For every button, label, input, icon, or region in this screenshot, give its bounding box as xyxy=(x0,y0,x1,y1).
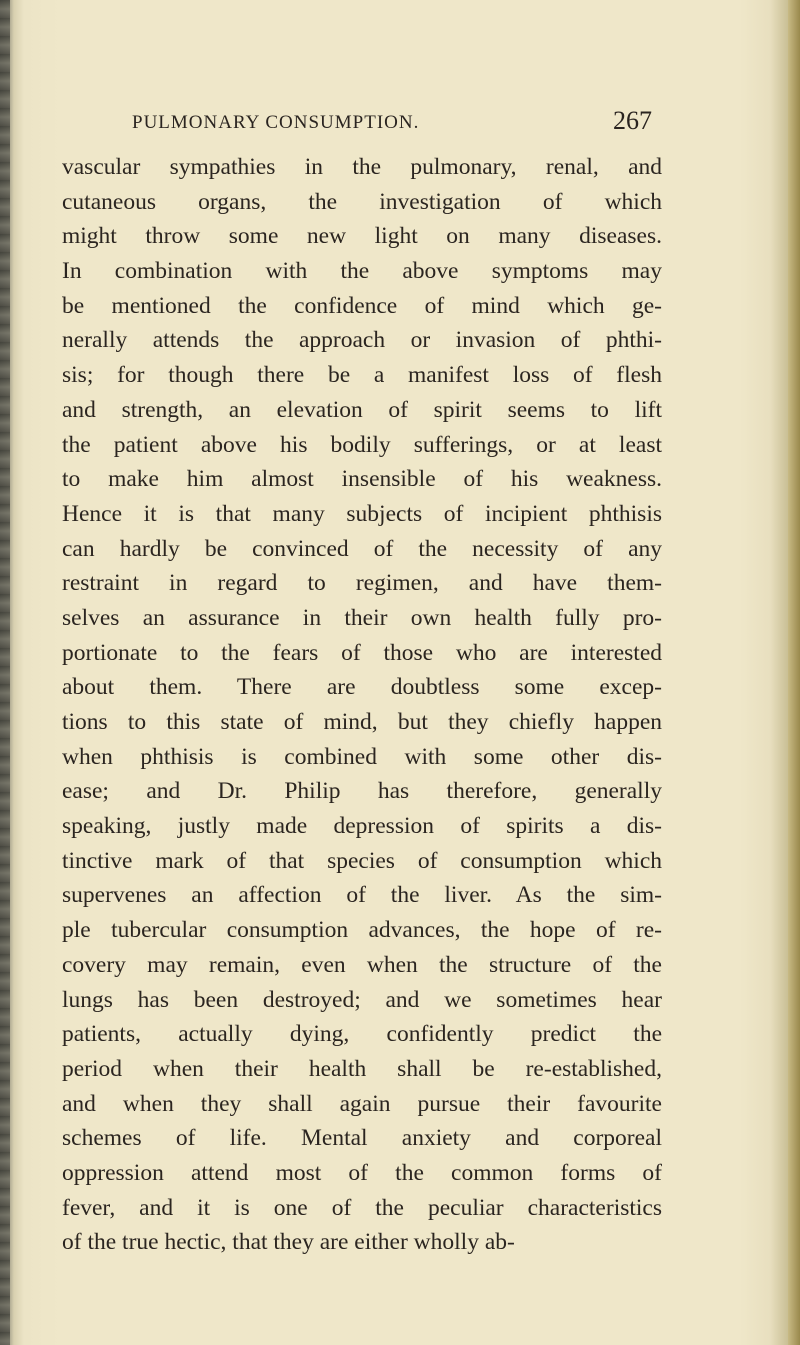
text-line: of the true hectic, that they are either wholly ab- xyxy=(62,1229,515,1256)
text-line: cutaneous organs, the investigation of which xyxy=(62,188,662,215)
text-line: and when they shall again pursue their favourite xyxy=(62,1090,662,1117)
text-line: to make him almost insensible of his weakness. xyxy=(62,466,662,493)
body-text xyxy=(62,150,662,1260)
page-number: 267 xyxy=(613,106,652,135)
text-line: about them. There are doubtless some excep- xyxy=(62,674,662,701)
text-line: oppression attend most of the common forms of xyxy=(62,1159,662,1186)
text-line: nerally attends the approach or invasion of phthi- xyxy=(62,327,662,354)
text-line: portionate to the fears of those who are interested xyxy=(62,639,662,666)
text-line: In combination with the above symptoms may xyxy=(62,258,662,285)
text-line: vascular sympathies in the pulmonary, renal, and xyxy=(62,154,662,180)
text-line: speaking, justly made depression of spirits a dis- xyxy=(62,813,662,840)
running-title: PULMONARY CONSUMPTION. xyxy=(132,112,420,133)
text-line: tinctive mark of that species of consumption which xyxy=(62,847,662,874)
text-line: Hence it is that many subjects of incipient phthisis xyxy=(62,500,662,527)
text-line: when phthisis is combined with some other dis- xyxy=(62,743,662,770)
text-line: the patient above his bodily sufferings, or at least xyxy=(62,431,662,458)
text-line: ease; and Dr. Philip has therefore, generally xyxy=(62,778,662,805)
text-line: period when their health shall be re-established, xyxy=(62,1055,662,1082)
text-line: might throw some new light on many diseases. xyxy=(62,223,662,250)
page-right-edge xyxy=(788,0,800,1345)
text-line: fever, and it is one of the peculiar characteristics xyxy=(62,1194,662,1221)
text-line: patients, actually dying, confidently predict the xyxy=(62,1021,662,1048)
page-left-edge xyxy=(0,0,10,1345)
text-line: schemes of life. Mental anxiety and corporeal xyxy=(62,1125,662,1152)
text-line: selves an assurance in their own health fully pro- xyxy=(62,604,662,631)
text-line: supervenes an affection of the liver. As the sim- xyxy=(62,882,662,909)
text-line: be mentioned the confidence of mind which ge- xyxy=(62,292,662,319)
text-line: lungs has been destroyed; and we sometimes hear xyxy=(62,986,662,1013)
text-line: ple tubercular consumption advances, the hope of re- xyxy=(62,917,662,944)
text-line: can hardly be convinced of the necessity of any xyxy=(62,535,662,562)
page-header xyxy=(132,106,652,140)
text-line: restraint in regard to regimen, and have them- xyxy=(62,570,662,597)
text-line: sis; for though there be a manifest loss of flesh xyxy=(62,362,662,389)
text-line: and strength, an elevation of spirit seems to lift xyxy=(62,396,662,423)
text-line: covery may remain, even when the structure of the xyxy=(62,951,662,978)
text-line: tions to this state of mind, but they chiefly happen xyxy=(62,709,662,735)
